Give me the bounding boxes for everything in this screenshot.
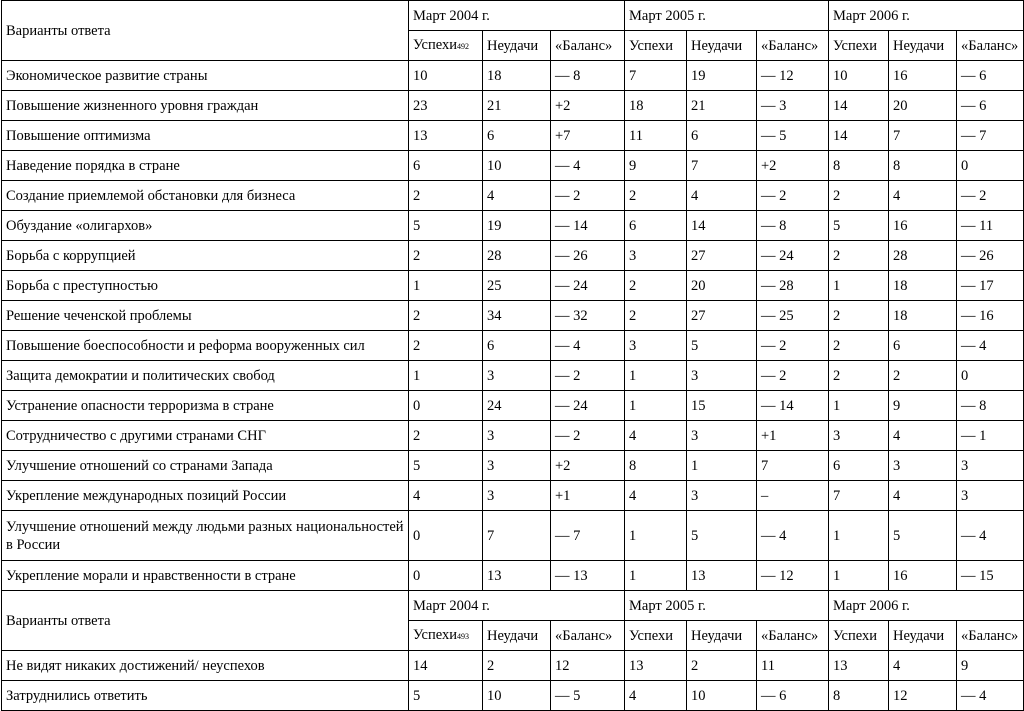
value-cell: 3 [687,481,757,511]
value-cell: 6 [625,211,687,241]
value-cell: 18 [625,91,687,121]
value-cell: — 24 [551,391,625,421]
value-cell: 20 [889,91,957,121]
value-cell: — 4 [957,511,1024,561]
value-cell: 1 [625,361,687,391]
value-cell: 5 [409,451,483,481]
subcol-header [483,31,551,61]
value-cell: 4 [687,181,757,211]
value-cell: +7 [551,121,625,151]
value-cell: 21 [687,91,757,121]
value-cell: 3 [687,361,757,391]
value-cell: — 24 [757,241,829,271]
row-label: Решение чеченской проблемы [2,301,409,331]
footnote-marker: 493 [456,631,469,641]
row-label: Экономическое развитие страны [2,61,409,91]
header-year-row [2,1,1024,31]
subcol-header [551,621,625,651]
value-cell: +2 [551,451,625,481]
row-label: Не видят никаких достижений/ неуспехов [2,651,409,681]
table-row [2,681,1024,711]
value-cell: 1 [409,271,483,301]
subcol-header-text: Неудачи [691,627,743,644]
value-cell: 2 [889,361,957,391]
row-label: Обуздание «олигархов» [2,211,409,241]
row-label: Повышение боеспособности и реформа вооруженных сил [2,331,409,361]
row-label: Создание приемлемой обстановки для бизнеса [2,181,409,211]
value-cell: 0 [957,151,1024,181]
subcol-header [687,621,757,651]
table-row [2,481,1024,511]
value-cell: — 6 [957,61,1024,91]
value-cell: 3 [957,451,1024,481]
subcol-header [829,31,889,61]
table-row [2,361,1024,391]
header-year-2006: Март 2006 г. [829,1,1024,31]
value-cell: 10 [687,681,757,711]
value-cell: 23 [409,91,483,121]
value-cell: 18 [889,271,957,301]
value-cell: 13 [409,121,483,151]
value-cell: 2 [409,181,483,211]
value-cell: — 7 [957,121,1024,151]
subcol-header [625,621,687,651]
value-cell: 1 [687,451,757,481]
value-cell: 5 [687,331,757,361]
value-cell: — 25 [757,301,829,331]
value-cell: — 2 [551,361,625,391]
value-cell: 19 [687,61,757,91]
value-cell: 4 [483,181,551,211]
value-cell: +2 [757,151,829,181]
value-cell: 4 [625,481,687,511]
value-cell: 4 [889,481,957,511]
table-row [2,61,1024,91]
subcol-header [687,31,757,61]
value-cell: 5 [409,211,483,241]
table-row [2,241,1024,271]
value-cell: 8 [625,451,687,481]
value-cell: 0 [409,561,483,591]
value-cell: 28 [483,241,551,271]
value-cell: 5 [687,511,757,561]
value-cell: 20 [687,271,757,301]
table-row [2,651,1024,681]
value-cell: — 2 [757,331,829,361]
value-cell: 18 [483,61,551,91]
value-cell: — 1 [957,421,1024,451]
subcol-header [483,621,551,651]
value-cell: — 7 [551,511,625,561]
footnote-marker: 492 [456,41,469,51]
header-year-2004: Март 2004 г. [409,1,625,31]
header-year-2005: Март 2005 г. [625,1,829,31]
value-cell: +2 [551,91,625,121]
value-cell: 10 [483,681,551,711]
value-cell: 1 [829,561,889,591]
subcol-header [625,31,687,61]
value-cell: 16 [889,61,957,91]
value-cell: 6 [483,121,551,151]
value-cell: 11 [757,651,829,681]
value-cell: — 12 [757,61,829,91]
header-year-2005-2: Март 2005 г. [625,591,829,621]
value-cell: — 15 [957,561,1024,591]
value-cell: 10 [483,151,551,181]
table-row [2,151,1024,181]
value-cell: 6 [829,451,889,481]
value-cell: 14 [829,121,889,151]
value-cell: — 8 [957,391,1024,421]
value-cell: 2 [829,241,889,271]
value-cell: 9 [889,391,957,421]
value-cell: 2 [409,421,483,451]
subcol-header-text: Успехи [413,626,457,643]
value-cell: 27 [687,241,757,271]
header-year-2006-2: Март 2006 г. [829,591,1024,621]
subcol-header-text: Успехи [629,627,673,644]
value-cell: 14 [409,651,483,681]
value-cell: 4 [889,651,957,681]
table-body-block2 [2,591,1024,711]
value-cell: 6 [409,151,483,181]
value-cell: — 2 [757,361,829,391]
value-cell: — 4 [957,681,1024,711]
row-label: Борьба с коррупцией [2,241,409,271]
value-cell: 10 [829,61,889,91]
value-cell: 6 [889,331,957,361]
value-cell: — 3 [757,91,829,121]
subcol-header-text: «Баланс» [761,37,819,54]
value-cell: 0 [957,361,1024,391]
value-cell: 1 [625,561,687,591]
subcol-header [889,31,957,61]
value-cell: 3 [687,421,757,451]
value-cell: 3 [889,451,957,481]
row-label: Сотрудничество с другими странами СНГ [2,421,409,451]
value-cell: 3 [483,451,551,481]
subcol-header [757,31,829,61]
value-cell: 1 [829,391,889,421]
table-row [2,271,1024,301]
subcol-header [957,621,1024,651]
header-label-cell-2: Варианты ответа [2,591,409,651]
value-cell: 2 [409,241,483,271]
value-cell: — 4 [551,151,625,181]
row-label: Укрепление морали и нравственности в стране [2,561,409,591]
value-cell: 4 [409,481,483,511]
value-cell: 27 [687,301,757,331]
value-cell: 2 [829,301,889,331]
value-cell: — 4 [757,511,829,561]
value-cell: 13 [483,561,551,591]
value-cell: +1 [551,481,625,511]
value-cell: 10 [409,61,483,91]
value-cell: — 26 [551,241,625,271]
table-row [2,301,1024,331]
value-cell: 1 [625,391,687,421]
value-cell: — 13 [551,561,625,591]
table-body-block1 [2,1,1024,591]
value-cell: 8 [889,151,957,181]
subcol-header [757,621,829,651]
value-cell: — 5 [551,681,625,711]
value-cell: 24 [483,391,551,421]
table-row [2,211,1024,241]
subcol-header-text: «Баланс» [961,37,1019,54]
value-cell: 1 [829,511,889,561]
table-row [2,421,1024,451]
value-cell: — 32 [551,301,625,331]
subcol-header [409,31,483,61]
value-cell: — 12 [757,561,829,591]
value-cell: 1 [409,361,483,391]
table-row [2,121,1024,151]
value-cell: 4 [625,421,687,451]
value-cell: 2 [409,301,483,331]
value-cell: — 11 [957,211,1024,241]
header-year-2004-2: Март 2004 г. [409,591,625,621]
value-cell: 13 [829,651,889,681]
subcol-header-text: Успехи [629,37,673,54]
table-row [2,561,1024,591]
value-cell: — 26 [957,241,1024,271]
value-cell: — 2 [551,421,625,451]
value-cell: — 14 [757,391,829,421]
header-label-cell: Варианты ответа [2,1,409,61]
value-cell: — 2 [551,181,625,211]
value-cell: 7 [687,151,757,181]
value-cell: 34 [483,301,551,331]
subcol-header-text: «Баланс» [555,627,613,644]
value-cell: 5 [889,511,957,561]
value-cell: 3 [625,241,687,271]
value-cell: 7 [757,451,829,481]
subcol-header-text: Неудачи [691,37,743,54]
table-row [2,451,1024,481]
value-cell: — 5 [757,121,829,151]
value-cell: — 28 [757,271,829,301]
value-cell: — 6 [957,91,1024,121]
value-cell: 8 [829,681,889,711]
subcol-header [957,31,1024,61]
value-cell: 4 [625,681,687,711]
value-cell: 2 [483,651,551,681]
subcol-header-text: «Баланс» [761,627,819,644]
value-cell: — 16 [957,301,1024,331]
subcol-header-text: «Баланс» [961,627,1019,644]
value-cell: — 24 [551,271,625,301]
value-cell: 2 [829,361,889,391]
value-cell: 1 [829,271,889,301]
subcol-header [829,621,889,651]
value-cell: 19 [483,211,551,241]
row-label: Повышение оптимизма [2,121,409,151]
value-cell: 2 [625,301,687,331]
subcol-header-text: Успехи [833,627,877,644]
row-label: Устранение опасности терроризма в стране [2,391,409,421]
subcol-header [551,31,625,61]
value-cell: 4 [889,421,957,451]
value-cell: 9 [957,651,1024,681]
value-cell: 2 [625,181,687,211]
value-cell: 2 [687,651,757,681]
value-cell: — 14 [551,211,625,241]
table-row [2,181,1024,211]
value-cell: 3 [483,361,551,391]
value-cell: — 17 [957,271,1024,301]
value-cell: 11 [625,121,687,151]
value-cell: — 8 [551,61,625,91]
value-cell: 8 [829,151,889,181]
value-cell: — 2 [757,181,829,211]
subcol-header-text: Неудачи [893,37,945,54]
table-row [2,331,1024,361]
value-cell: 12 [889,681,957,711]
value-cell: 0 [409,391,483,421]
value-cell: 6 [483,331,551,361]
row-label: Улучшение отношений между людьми разных национальностей в России [2,511,409,561]
value-cell: 16 [889,211,957,241]
value-cell: 3 [625,331,687,361]
header-year-row-2 [2,591,1024,621]
row-label: Повышение жизненного уровня граждан [2,91,409,121]
value-cell: 9 [625,151,687,181]
value-cell: +1 [757,421,829,451]
table-row [2,511,1024,561]
value-cell: 28 [889,241,957,271]
row-label: Наведение порядка в стране [2,151,409,181]
value-cell: 0 [409,511,483,561]
table-row [2,91,1024,121]
value-cell: — 2 [957,181,1024,211]
table-row [2,391,1024,421]
value-cell: 3 [829,421,889,451]
value-cell: 14 [829,91,889,121]
value-cell: 5 [829,211,889,241]
value-cell: 2 [409,331,483,361]
subcol-header-text: Успехи [833,37,877,54]
value-cell: 15 [687,391,757,421]
value-cell: — 6 [757,681,829,711]
value-cell: 3 [957,481,1024,511]
subcol-header-text: «Баланс» [555,37,613,54]
value-cell: 2 [625,271,687,301]
value-cell: 2 [829,181,889,211]
value-cell: 7 [829,481,889,511]
value-cell: — 8 [757,211,829,241]
row-label: Защита демократии и политических свобод [2,361,409,391]
value-cell: 12 [551,651,625,681]
value-cell: 21 [483,91,551,121]
value-cell: 25 [483,271,551,301]
subcol-header-text: Успехи [413,36,457,53]
value-cell: – [757,481,829,511]
value-cell: 6 [687,121,757,151]
value-cell: 3 [483,421,551,451]
value-cell: 13 [687,561,757,591]
value-cell: 7 [625,61,687,91]
survey-table [1,0,1024,711]
subcol-header-text: Неудачи [487,627,539,644]
subcol-header-text: Неудачи [487,37,539,54]
value-cell: 14 [687,211,757,241]
value-cell: 3 [483,481,551,511]
value-cell: 13 [625,651,687,681]
subcol-header-text: Неудачи [893,627,945,644]
value-cell: — 4 [551,331,625,361]
value-cell: 5 [409,681,483,711]
row-label: Затруднились ответить [2,681,409,711]
value-cell: 1 [625,511,687,561]
value-cell: 4 [889,181,957,211]
subcol-header [889,621,957,651]
row-label: Укрепление международных позиций России [2,481,409,511]
value-cell: 18 [889,301,957,331]
value-cell: 2 [829,331,889,361]
row-label: Борьба с преступностью [2,271,409,301]
value-cell: 7 [889,121,957,151]
value-cell: 7 [483,511,551,561]
subcol-header [409,621,483,651]
value-cell: — 4 [957,331,1024,361]
row-label: Улучшение отношений со странами Запада [2,451,409,481]
value-cell: 16 [889,561,957,591]
